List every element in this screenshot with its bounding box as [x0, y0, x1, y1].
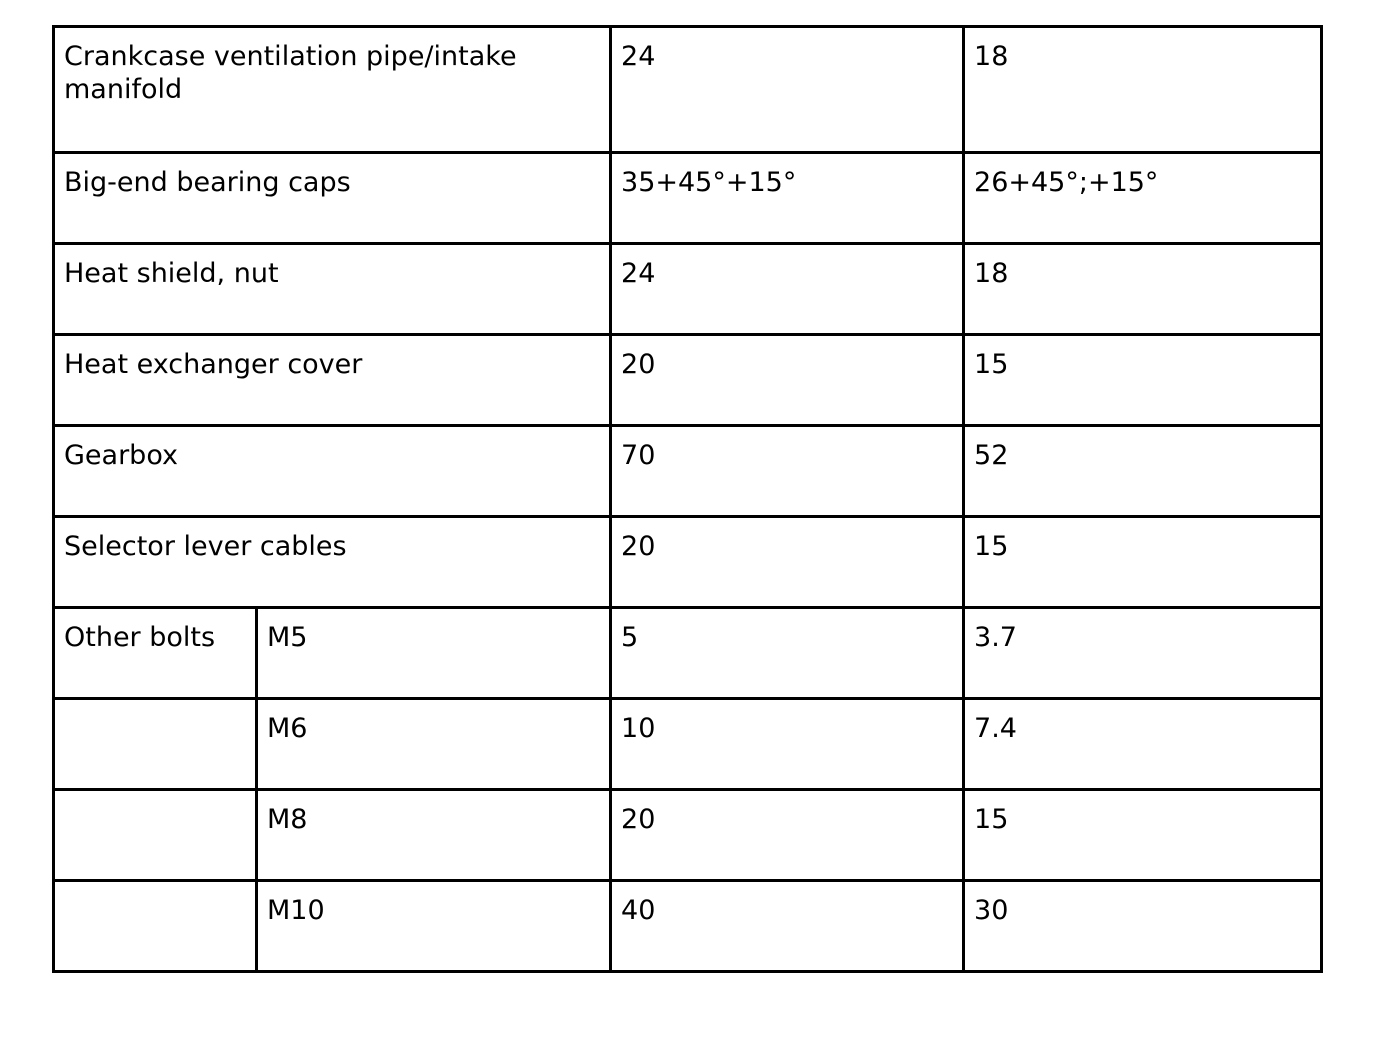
item-cell: Gearbox: [54, 426, 611, 517]
item-cell: Heat shield, nut: [54, 244, 611, 335]
value1-cell: 20: [611, 790, 964, 881]
value2-cell: 15: [964, 335, 1322, 426]
table-row: [54, 517, 1322, 608]
item-cell: Crankcase ventilation pipe/intake manifold: [54, 27, 611, 153]
value1-cell: 5: [611, 608, 964, 699]
value1-cell: 40: [611, 881, 964, 972]
table-row: [54, 608, 1322, 699]
table-row: [54, 27, 1322, 153]
value2-cell: 15: [964, 517, 1322, 608]
torque-table: [52, 25, 1323, 973]
empty-cell: [54, 881, 257, 972]
value2-cell: 15: [964, 790, 1322, 881]
value2-cell: 26+45°;+15°: [964, 153, 1322, 244]
item-cell: Big-end bearing caps: [54, 153, 611, 244]
empty-cell: [54, 699, 257, 790]
value1-cell: 24: [611, 244, 964, 335]
item-cell: Selector lever cables: [54, 517, 611, 608]
value1-cell: 10: [611, 699, 964, 790]
bolt-size-cell: M10: [257, 881, 611, 972]
value2-cell: 7.4: [964, 699, 1322, 790]
item-cell: Heat exchanger cover: [54, 335, 611, 426]
value2-cell: 18: [964, 244, 1322, 335]
table-row: [54, 881, 1322, 972]
value2-cell: 52: [964, 426, 1322, 517]
table-row: [54, 335, 1322, 426]
bolt-size-cell: M8: [257, 790, 611, 881]
value1-cell: 70: [611, 426, 964, 517]
value1-cell: 24: [611, 27, 964, 153]
value1-cell: 20: [611, 335, 964, 426]
value2-cell: 30: [964, 881, 1322, 972]
bolt-size-cell: M5: [257, 608, 611, 699]
table-row: [54, 426, 1322, 517]
table-row: [54, 244, 1322, 335]
empty-cell: [54, 790, 257, 881]
value1-cell: 20: [611, 517, 964, 608]
value1-cell: 35+45°+15°: [611, 153, 964, 244]
bolt-size-cell: M6: [257, 699, 611, 790]
value2-cell: 3.7: [964, 608, 1322, 699]
table-row: [54, 790, 1322, 881]
value2-cell: 18: [964, 27, 1322, 153]
table-row: [54, 153, 1322, 244]
other-bolts-label-cell: Other bolts: [54, 608, 257, 699]
table-row: [54, 699, 1322, 790]
